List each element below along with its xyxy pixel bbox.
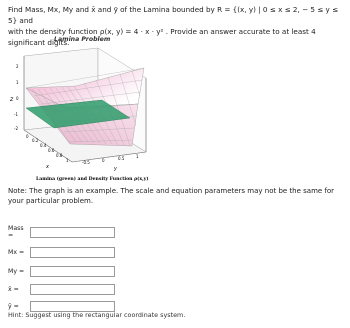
x-tick: 0.8	[56, 153, 63, 158]
y-tick: 0.5	[118, 156, 125, 161]
my-row	[8, 265, 115, 277]
z-tick: -1	[14, 112, 18, 117]
plot-caption: Lamina (green) and Density Function ρ(x,y)	[36, 177, 149, 182]
problem-line-2: with the density function ρ(x, y) = 4 · x · y² . Provide an answer accurate to at least 4 significant digits.	[8, 27, 316, 47]
note-text: Note: The graph is an example. The scale and equation parameters may not be the same for your particular problem.	[8, 187, 335, 205]
mx-row	[8, 246, 115, 258]
mass-input[interactable]	[30, 227, 115, 238]
xbar-label: x̄ =	[8, 285, 19, 293]
z-tick: 2	[16, 64, 19, 69]
problem-line-1: Find Mass, Mx, My and x̄ and ȳ of the Lamina bounded by R = {(x, y) | 0 ≤ x ≤ 2, − 5 ≤ y ≤ 5} and	[8, 5, 339, 25]
z-axis-label: z	[10, 96, 14, 103]
x-tick: 0.6	[48, 148, 55, 153]
z-tick: 0	[16, 96, 19, 101]
xbar-input[interactable]	[30, 284, 115, 295]
hint-text: Hint: Suggest using the rectangular coordinate system.	[8, 311, 186, 319]
my-label: My =	[8, 267, 25, 275]
y-tick: 1	[136, 154, 139, 159]
mass-label: Mass =	[8, 225, 24, 239]
mass-row	[8, 226, 115, 238]
xbar-row	[8, 283, 115, 295]
y-tick: 0	[102, 158, 105, 163]
my-input[interactable]	[30, 266, 115, 277]
z-tick: -2	[14, 126, 18, 131]
x-axis-label: x	[46, 164, 49, 170]
ybar-label: ȳ =	[8, 302, 19, 310]
plot-title: Lamina Problem	[54, 36, 111, 43]
mx-input[interactable]	[30, 247, 115, 258]
x-tick: 0.4	[40, 143, 47, 148]
lamina-3d-plot	[6, 46, 156, 184]
x-tick: 0	[26, 134, 29, 139]
x-tick: 0.2	[32, 138, 39, 143]
mx-label: Mx =	[8, 248, 25, 256]
ybar-input[interactable]	[30, 301, 115, 312]
x-tick: 1	[66, 158, 69, 163]
z-tick: 1	[16, 80, 19, 85]
y-tick: -0.5	[82, 160, 90, 165]
y-axis-label: y	[114, 166, 117, 172]
